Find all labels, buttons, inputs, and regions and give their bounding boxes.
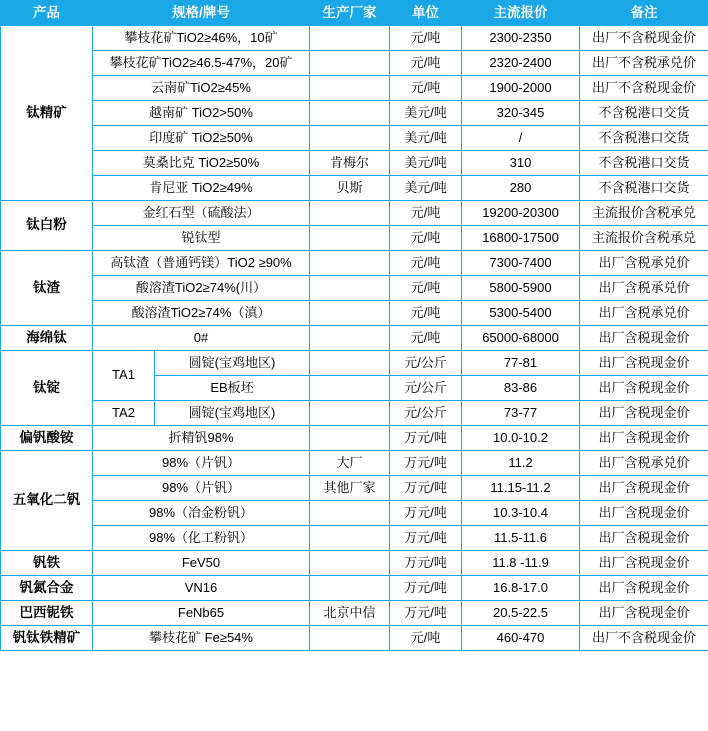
remark-cell: 主流报价含税承兑 bbox=[580, 226, 708, 251]
manufacturer-cell bbox=[310, 626, 390, 651]
remark-cell: 出厂含税现金价 bbox=[580, 426, 708, 451]
remark-cell: 出厂含税承兑价 bbox=[580, 276, 708, 301]
unit-cell: 万元/吨 bbox=[390, 601, 462, 626]
spec-cell: 98%（化工粉钒） bbox=[93, 526, 310, 551]
price-cell: 10.0-10.2 bbox=[462, 426, 580, 451]
category-cell: 巴西铌铁 bbox=[1, 601, 93, 626]
price-cell: 320-345 bbox=[462, 101, 580, 126]
table-row bbox=[1, 26, 708, 51]
unit-cell: 美元/吨 bbox=[390, 151, 462, 176]
spec-cell: EB板坯 bbox=[155, 376, 310, 401]
price-cell: 310 bbox=[462, 151, 580, 176]
table-row bbox=[1, 326, 708, 351]
table-row bbox=[1, 201, 708, 226]
unit-cell: 万元/吨 bbox=[390, 576, 462, 601]
remark-cell: 出厂含税现金价 bbox=[580, 526, 708, 551]
price-cell: 11.8 -11.9 bbox=[462, 551, 580, 576]
header-remark: 备注 bbox=[580, 1, 708, 26]
manufacturer-cell bbox=[310, 576, 390, 601]
price-cell: / bbox=[462, 126, 580, 151]
table-row bbox=[1, 451, 708, 476]
manufacturer-cell bbox=[310, 301, 390, 326]
spec-cell: 0# bbox=[93, 326, 310, 351]
manufacturer-cell bbox=[310, 201, 390, 226]
remark-cell: 出厂含税现金价 bbox=[580, 576, 708, 601]
category-cell: 钒钛铁精矿 bbox=[1, 626, 93, 651]
table-row bbox=[1, 601, 708, 626]
category-cell: 钛锭 bbox=[1, 351, 93, 426]
table-row bbox=[1, 251, 708, 276]
remark-cell: 出厂含税承兑价 bbox=[580, 451, 708, 476]
table-header bbox=[1, 1, 708, 26]
spec-cell: 攀枝花矿 Fe≥54% bbox=[93, 626, 310, 651]
spec-cell: 折精钒98% bbox=[93, 426, 310, 451]
unit-cell: 元/吨 bbox=[390, 226, 462, 251]
header-spec: 规格/牌号 bbox=[93, 1, 310, 26]
spec-cell: 攀枝花矿TiO2≥46.5-47%，20矿 bbox=[93, 51, 310, 76]
unit-cell: 元/吨 bbox=[390, 26, 462, 51]
category-cell: 钛精矿 bbox=[1, 26, 93, 201]
spec-cell: 攀枝花矿TiO2≥46%，10矿 bbox=[93, 26, 310, 51]
remark-cell: 出厂含税现金价 bbox=[580, 326, 708, 351]
spec-cell: 金红石型（硫酸法） bbox=[93, 201, 310, 226]
remark-cell: 出厂含税现金价 bbox=[580, 376, 708, 401]
table-row bbox=[1, 276, 708, 301]
spec-cell: FeNb65 bbox=[93, 601, 310, 626]
spec-cell: 锐钛型 bbox=[93, 226, 310, 251]
category-cell: 钒铁 bbox=[1, 551, 93, 576]
remark-cell: 出厂含税现金价 bbox=[580, 476, 708, 501]
unit-cell: 元/吨 bbox=[390, 326, 462, 351]
manufacturer-cell bbox=[310, 251, 390, 276]
unit-cell: 万元/吨 bbox=[390, 526, 462, 551]
price-cell: 77-81 bbox=[462, 351, 580, 376]
manufacturer-cell bbox=[310, 101, 390, 126]
price-cell: 19200-20300 bbox=[462, 201, 580, 226]
price-cell: 10.3-10.4 bbox=[462, 501, 580, 526]
unit-cell: 元/公斤 bbox=[390, 401, 462, 426]
remark-cell: 出厂含税现金价 bbox=[580, 601, 708, 626]
table-row bbox=[1, 576, 708, 601]
category-cell: 海绵钛 bbox=[1, 326, 93, 351]
manufacturer-cell bbox=[310, 226, 390, 251]
spec-cell: 98%（片钒） bbox=[93, 451, 310, 476]
table-row bbox=[1, 426, 708, 451]
price-cell: 11.15-11.2 bbox=[462, 476, 580, 501]
manufacturer-cell bbox=[310, 351, 390, 376]
spec-cell: 肯尼亚 TiO2≥49% bbox=[93, 176, 310, 201]
price-cell: 16800-17500 bbox=[462, 226, 580, 251]
spec-cell: VN16 bbox=[93, 576, 310, 601]
table-row bbox=[1, 626, 708, 651]
remark-cell: 不含税港口交货 bbox=[580, 126, 708, 151]
table-row bbox=[1, 101, 708, 126]
grade-cell: TA1 bbox=[93, 351, 155, 401]
remark-cell: 不含税港口交货 bbox=[580, 101, 708, 126]
price-cell: 20.5-22.5 bbox=[462, 601, 580, 626]
table-row bbox=[1, 476, 708, 501]
header-row bbox=[1, 1, 708, 26]
unit-cell: 元/公斤 bbox=[390, 376, 462, 401]
unit-cell: 万元/吨 bbox=[390, 551, 462, 576]
header-unit: 单位 bbox=[390, 1, 462, 26]
manufacturer-cell: 贝斯 bbox=[310, 176, 390, 201]
remark-cell: 出厂含税现金价 bbox=[580, 501, 708, 526]
manufacturer-cell bbox=[310, 376, 390, 401]
spec-cell: 酸溶渣TiO2≥74%(川） bbox=[93, 276, 310, 301]
table-row bbox=[1, 551, 708, 576]
table-body bbox=[1, 26, 708, 651]
manufacturer-cell bbox=[310, 126, 390, 151]
spec-cell: 高钛渣（普通钙镁）TiO2 ≥90% bbox=[93, 251, 310, 276]
table-row bbox=[1, 526, 708, 551]
table-row bbox=[1, 226, 708, 251]
unit-cell: 元/吨 bbox=[390, 201, 462, 226]
spec-cell: 越南矿 TiO2>50% bbox=[93, 101, 310, 126]
category-cell: 钛渣 bbox=[1, 251, 93, 326]
manufacturer-cell: 北京中信 bbox=[310, 601, 390, 626]
price-cell: 7300-7400 bbox=[462, 251, 580, 276]
manufacturer-cell bbox=[310, 401, 390, 426]
manufacturer-cell bbox=[310, 76, 390, 101]
unit-cell: 元/公斤 bbox=[390, 351, 462, 376]
unit-cell: 元/吨 bbox=[390, 301, 462, 326]
spec-cell: 98%（片钒） bbox=[93, 476, 310, 501]
remark-cell: 出厂含税现金价 bbox=[580, 351, 708, 376]
category-cell: 钛白粉 bbox=[1, 201, 93, 251]
unit-cell: 元/吨 bbox=[390, 626, 462, 651]
unit-cell: 万元/吨 bbox=[390, 426, 462, 451]
spec-cell: 印度矿 TiO2≥50% bbox=[93, 126, 310, 151]
unit-cell: 元/吨 bbox=[390, 251, 462, 276]
manufacturer-cell bbox=[310, 551, 390, 576]
remark-cell: 出厂含税现金价 bbox=[580, 551, 708, 576]
spec-cell: 98%（冶金粉钒） bbox=[93, 501, 310, 526]
table-row bbox=[1, 51, 708, 76]
unit-cell: 万元/吨 bbox=[390, 476, 462, 501]
unit-cell: 美元/吨 bbox=[390, 101, 462, 126]
price-cell: 280 bbox=[462, 176, 580, 201]
spec-cell: 酸溶渣TiO2≥74%（滇） bbox=[93, 301, 310, 326]
unit-cell: 元/吨 bbox=[390, 51, 462, 76]
spec-cell: 圆锭(宝鸡地区) bbox=[155, 401, 310, 426]
manufacturer-cell bbox=[310, 51, 390, 76]
manufacturer-cell bbox=[310, 501, 390, 526]
price-cell: 11.2 bbox=[462, 451, 580, 476]
price-cell: 65000-68000 bbox=[462, 326, 580, 351]
table-row bbox=[1, 351, 708, 376]
unit-cell: 元/吨 bbox=[390, 276, 462, 301]
unit-cell: 美元/吨 bbox=[390, 126, 462, 151]
remark-cell: 不含税港口交货 bbox=[580, 151, 708, 176]
header-price: 主流报价 bbox=[462, 1, 580, 26]
unit-cell: 万元/吨 bbox=[390, 501, 462, 526]
remark-cell: 出厂含税承兑价 bbox=[580, 301, 708, 326]
price-cell: 16.8-17.0 bbox=[462, 576, 580, 601]
category-cell: 钒氮合金 bbox=[1, 576, 93, 601]
manufacturer-cell bbox=[310, 326, 390, 351]
unit-cell: 万元/吨 bbox=[390, 451, 462, 476]
price-cell: 11.5-11.6 bbox=[462, 526, 580, 551]
unit-cell: 元/吨 bbox=[390, 76, 462, 101]
manufacturer-cell: 其他厂家 bbox=[310, 476, 390, 501]
table-row bbox=[1, 401, 708, 426]
table-row bbox=[1, 176, 708, 201]
remark-cell: 出厂不含税现金价 bbox=[580, 26, 708, 51]
price-cell: 2320-2400 bbox=[462, 51, 580, 76]
table-row bbox=[1, 151, 708, 176]
category-cell: 偏钒酸铵 bbox=[1, 426, 93, 451]
grade-cell: TA2 bbox=[93, 401, 155, 426]
spec-cell: 圆锭(宝鸡地区) bbox=[155, 351, 310, 376]
table-row bbox=[1, 501, 708, 526]
remark-cell: 出厂不含税现金价 bbox=[580, 76, 708, 101]
spec-cell: 云南矿TiO2≥45% bbox=[93, 76, 310, 101]
table-row bbox=[1, 126, 708, 151]
manufacturer-cell bbox=[310, 526, 390, 551]
manufacturer-cell bbox=[310, 426, 390, 451]
remark-cell: 出厂含税承兑价 bbox=[580, 251, 708, 276]
spec-cell: FeV50 bbox=[93, 551, 310, 576]
price-cell: 83-86 bbox=[462, 376, 580, 401]
remark-cell: 出厂不含税承兑价 bbox=[580, 51, 708, 76]
manufacturer-cell: 肯梅尔 bbox=[310, 151, 390, 176]
price-cell: 5800-5900 bbox=[462, 276, 580, 301]
price-cell: 2300-2350 bbox=[462, 26, 580, 51]
remark-cell: 出厂含税现金价 bbox=[580, 401, 708, 426]
manufacturer-cell bbox=[310, 26, 390, 51]
price-cell: 460-470 bbox=[462, 626, 580, 651]
price-cell: 73-77 bbox=[462, 401, 580, 426]
header-product: 产品 bbox=[1, 1, 93, 26]
header-manufacturer: 生产厂家 bbox=[310, 1, 390, 26]
table-row bbox=[1, 301, 708, 326]
remark-cell: 出厂不含税现金价 bbox=[580, 626, 708, 651]
remark-cell: 主流报价含税承兑 bbox=[580, 201, 708, 226]
price-cell: 5300-5400 bbox=[462, 301, 580, 326]
category-cell: 五氧化二钒 bbox=[1, 451, 93, 551]
table-row bbox=[1, 76, 708, 101]
manufacturer-cell bbox=[310, 276, 390, 301]
remark-cell: 不含税港口交货 bbox=[580, 176, 708, 201]
price-cell: 1900-2000 bbox=[462, 76, 580, 101]
unit-cell: 美元/吨 bbox=[390, 176, 462, 201]
spec-cell: 莫桑比克 TiO2≥50% bbox=[93, 151, 310, 176]
manufacturer-cell: 大厂 bbox=[310, 451, 390, 476]
